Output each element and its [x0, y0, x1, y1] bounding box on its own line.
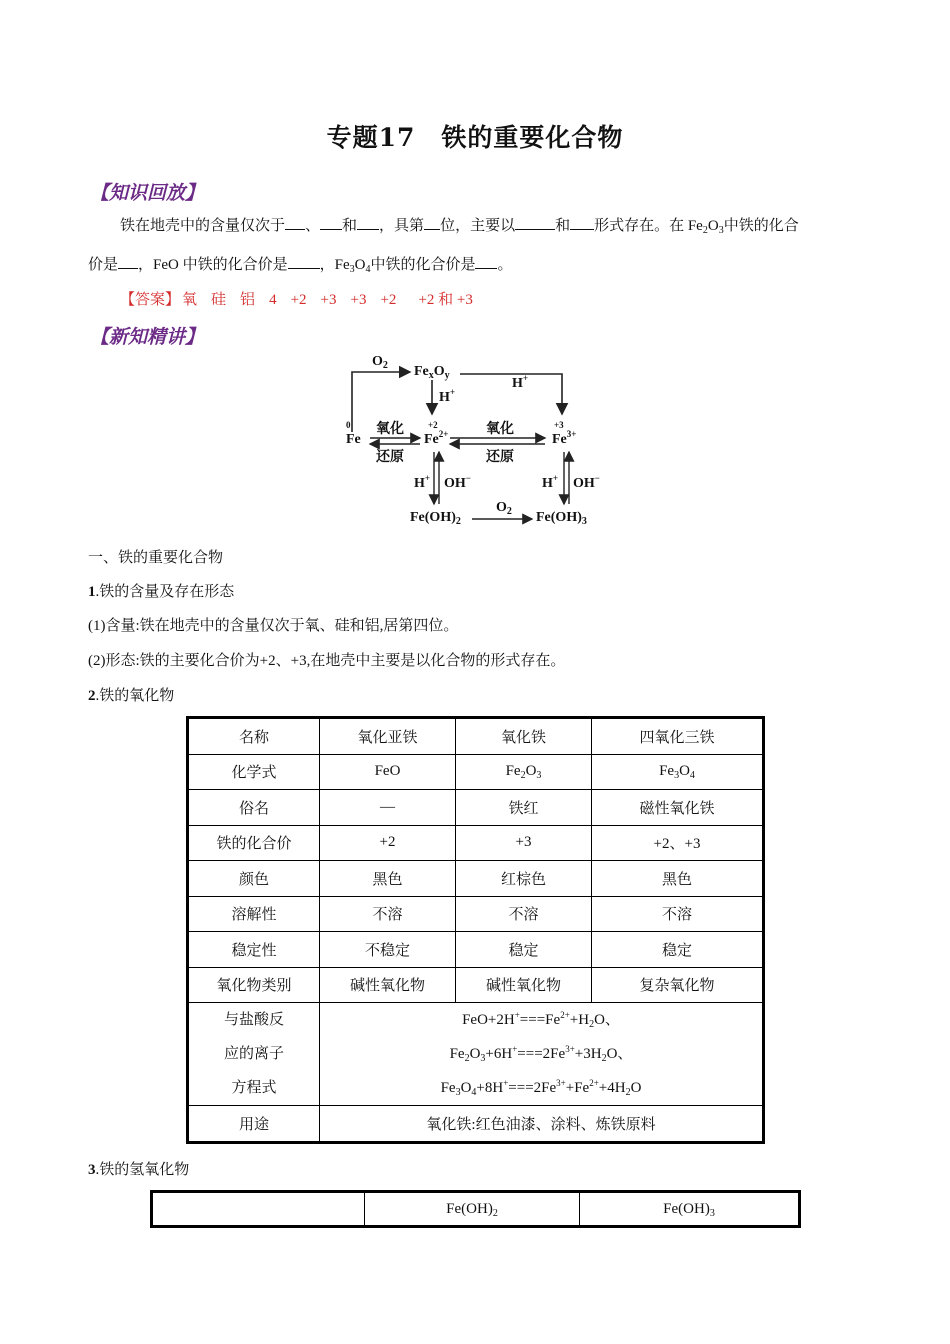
- label-h-left: H+: [414, 473, 431, 491]
- table-cell: 氧化铁: [456, 718, 592, 755]
- equation-feo: $FeO+2H^+===Fe^{2+}+H_2O$、: [462, 1010, 620, 1030]
- table-cell: 四氧化三铁: [592, 718, 764, 755]
- answer-line: [120, 288, 487, 309]
- table-row: [188, 896, 764, 932]
- page-title: 专题17 铁的重要化合物: [326, 123, 624, 152]
- item3-heading: 3.铁的氢氧化物: [88, 1162, 190, 1178]
- table-row-use: [188, 1106, 764, 1143]
- table-cell-feoh2: $Fe(OH)_2$: [365, 1192, 580, 1227]
- label-feoh3: $Fe(OH)_3$: [536, 510, 587, 527]
- label-fe0: Fe: [346, 432, 361, 447]
- table-cell-fe2o3: $Fe_2O_3$: [456, 754, 592, 790]
- iron-hydroxides-table: [150, 1190, 801, 1228]
- table-row: [188, 718, 764, 755]
- use-text-cell: 氧化铁:红色油漆、涂料、炼铁原料: [320, 1106, 764, 1143]
- table-cell: 红棕色: [456, 861, 592, 897]
- label-feoh2: $Fe(OH)_2$: [410, 510, 461, 527]
- table-cell: 不溶: [592, 896, 764, 932]
- table-cell: 氧化亚铁: [320, 718, 456, 755]
- answer-item: +2 和 +3: [418, 292, 473, 308]
- table-cell: 氧化物类别: [188, 967, 320, 1003]
- table-cell: 碱性氧化物: [456, 967, 592, 1003]
- label-fe3-charge: +3: [554, 420, 564, 430]
- table-cell: 化学式: [188, 754, 320, 790]
- label-o2-bottom: $O_2$: [496, 500, 512, 517]
- table-cell: 复杂氧化物: [592, 967, 764, 1003]
- section1-heading: 一、铁的重要化合物: [88, 550, 224, 566]
- label-oh-left: OH−: [444, 473, 471, 491]
- review-paragraph-line2: 价是 ，FeO 中铁的化合价是 ，$Fe_3O_4$中铁的化合价是 。: [88, 254, 868, 276]
- answer-label: 【答案】: [120, 292, 181, 308]
- table-cell: —: [320, 790, 456, 826]
- table-cell: +2: [320, 825, 456, 861]
- table-row: [188, 790, 764, 826]
- label-fe0-charge: 0: [346, 420, 351, 430]
- table-cell: 稳定: [456, 932, 592, 968]
- label-h-mid: H+: [439, 387, 456, 405]
- table-cell-fe3o4: $Fe_3O_4$: [592, 754, 764, 790]
- new-knowledge-heading: 【新知精讲】: [90, 326, 205, 348]
- table-cell: 名称: [188, 718, 320, 755]
- item2-heading: 2.铁的氧化物: [88, 688, 175, 704]
- table-cell: 颜色: [188, 861, 320, 897]
- label-o2-top: $O_2$: [372, 354, 388, 371]
- table-cell: 不溶: [456, 896, 592, 932]
- table-cell: 溶解性: [188, 896, 320, 932]
- item1-form-paragraph: (2)形态:铁的主要化合价为+2、+3,在地壳中主要是以化合物的形式存在。: [88, 653, 566, 669]
- table-cell: 黑色: [320, 861, 456, 897]
- answer-item: 铝: [240, 292, 256, 308]
- reaction-label-cell: 与盐酸反 应的离子 方程式: [188, 1003, 320, 1106]
- equation-fe2o3: $Fe_2O_3+6H^+===2Fe^{3+}+3H_2O$、: [449, 1044, 633, 1064]
- iron-oxides-table: [186, 716, 765, 1144]
- answer-item: +2: [290, 292, 307, 308]
- review-paragraph-line1: 铁在地壳中的含量仅次于 、 和 ，具第 位，主要以 和 形式存在。在 $Fe_2O_3$中铁的化合: [88, 215, 868, 237]
- table-cell: 磁性氧化铁: [592, 790, 764, 826]
- label-h-right: H+: [542, 473, 559, 491]
- table-cell: FeO: [320, 754, 456, 790]
- table-cell: +2、+3: [592, 825, 764, 861]
- label-oxidize-2: 氧化: [486, 422, 514, 437]
- label-fe2-charge: +2: [428, 420, 438, 430]
- review-heading: 【知识回放】: [90, 182, 205, 204]
- table-row: [188, 932, 764, 968]
- answer-item: +3: [350, 292, 367, 308]
- table-row-reactions: [188, 1003, 764, 1106]
- answer-item: +2: [380, 292, 397, 308]
- table-cell: +3: [456, 825, 592, 861]
- table-cell-feoh3: $Fe(OH)_3$: [580, 1192, 800, 1227]
- item1-heading: 1.铁的含量及存在形态: [88, 584, 235, 600]
- table-cell: 不稳定: [320, 932, 456, 968]
- item1-content-paragraph: (1)含量:铁在地壳中的含量仅次于氧、硅和铝,居第四位。: [88, 618, 459, 634]
- table-cell: 稳定: [592, 932, 764, 968]
- table-cell: 不溶: [320, 896, 456, 932]
- label-reduce-2: 还原: [486, 450, 514, 465]
- table-cell: 黑色: [592, 861, 764, 897]
- table-row: [152, 1192, 800, 1227]
- use-label-cell: 用途: [188, 1106, 320, 1143]
- answer-item: 4: [269, 292, 277, 308]
- iron-conversion-diagram: [340, 352, 610, 532]
- label-fe2: $Fe^{2+}$: [424, 429, 449, 447]
- answer-item: 氧: [182, 292, 198, 308]
- table-row: [188, 754, 764, 790]
- label-h-top-right: H+: [512, 373, 529, 391]
- answer-item: 硅: [211, 292, 227, 308]
- label-fe3: $Fe^{3+}$: [552, 429, 577, 447]
- table-row: [188, 861, 764, 897]
- label-reduce-1: 还原: [376, 450, 404, 465]
- table-row: [188, 967, 764, 1003]
- table-row: [188, 825, 764, 861]
- label-fexoy: $Fe_xO_y$: [414, 364, 450, 381]
- answer-item: +3: [320, 292, 337, 308]
- table-cell: [152, 1192, 365, 1227]
- label-oxidize-1: 氧化: [376, 422, 404, 437]
- table-cell: 铁红: [456, 790, 592, 826]
- table-cell: 俗名: [188, 790, 320, 826]
- equation-fe3o4: $Fe_3O_4+8H^+===2Fe^{3+}+Fe^{2+}+4H_2O$: [440, 1078, 642, 1098]
- reaction-equations-cell: [320, 1003, 764, 1106]
- table-cell: 铁的化合价: [188, 825, 320, 861]
- label-oh-right: OH−: [573, 473, 600, 491]
- table-cell: 稳定性: [188, 932, 320, 968]
- table-cell: 碱性氧化物: [320, 967, 456, 1003]
